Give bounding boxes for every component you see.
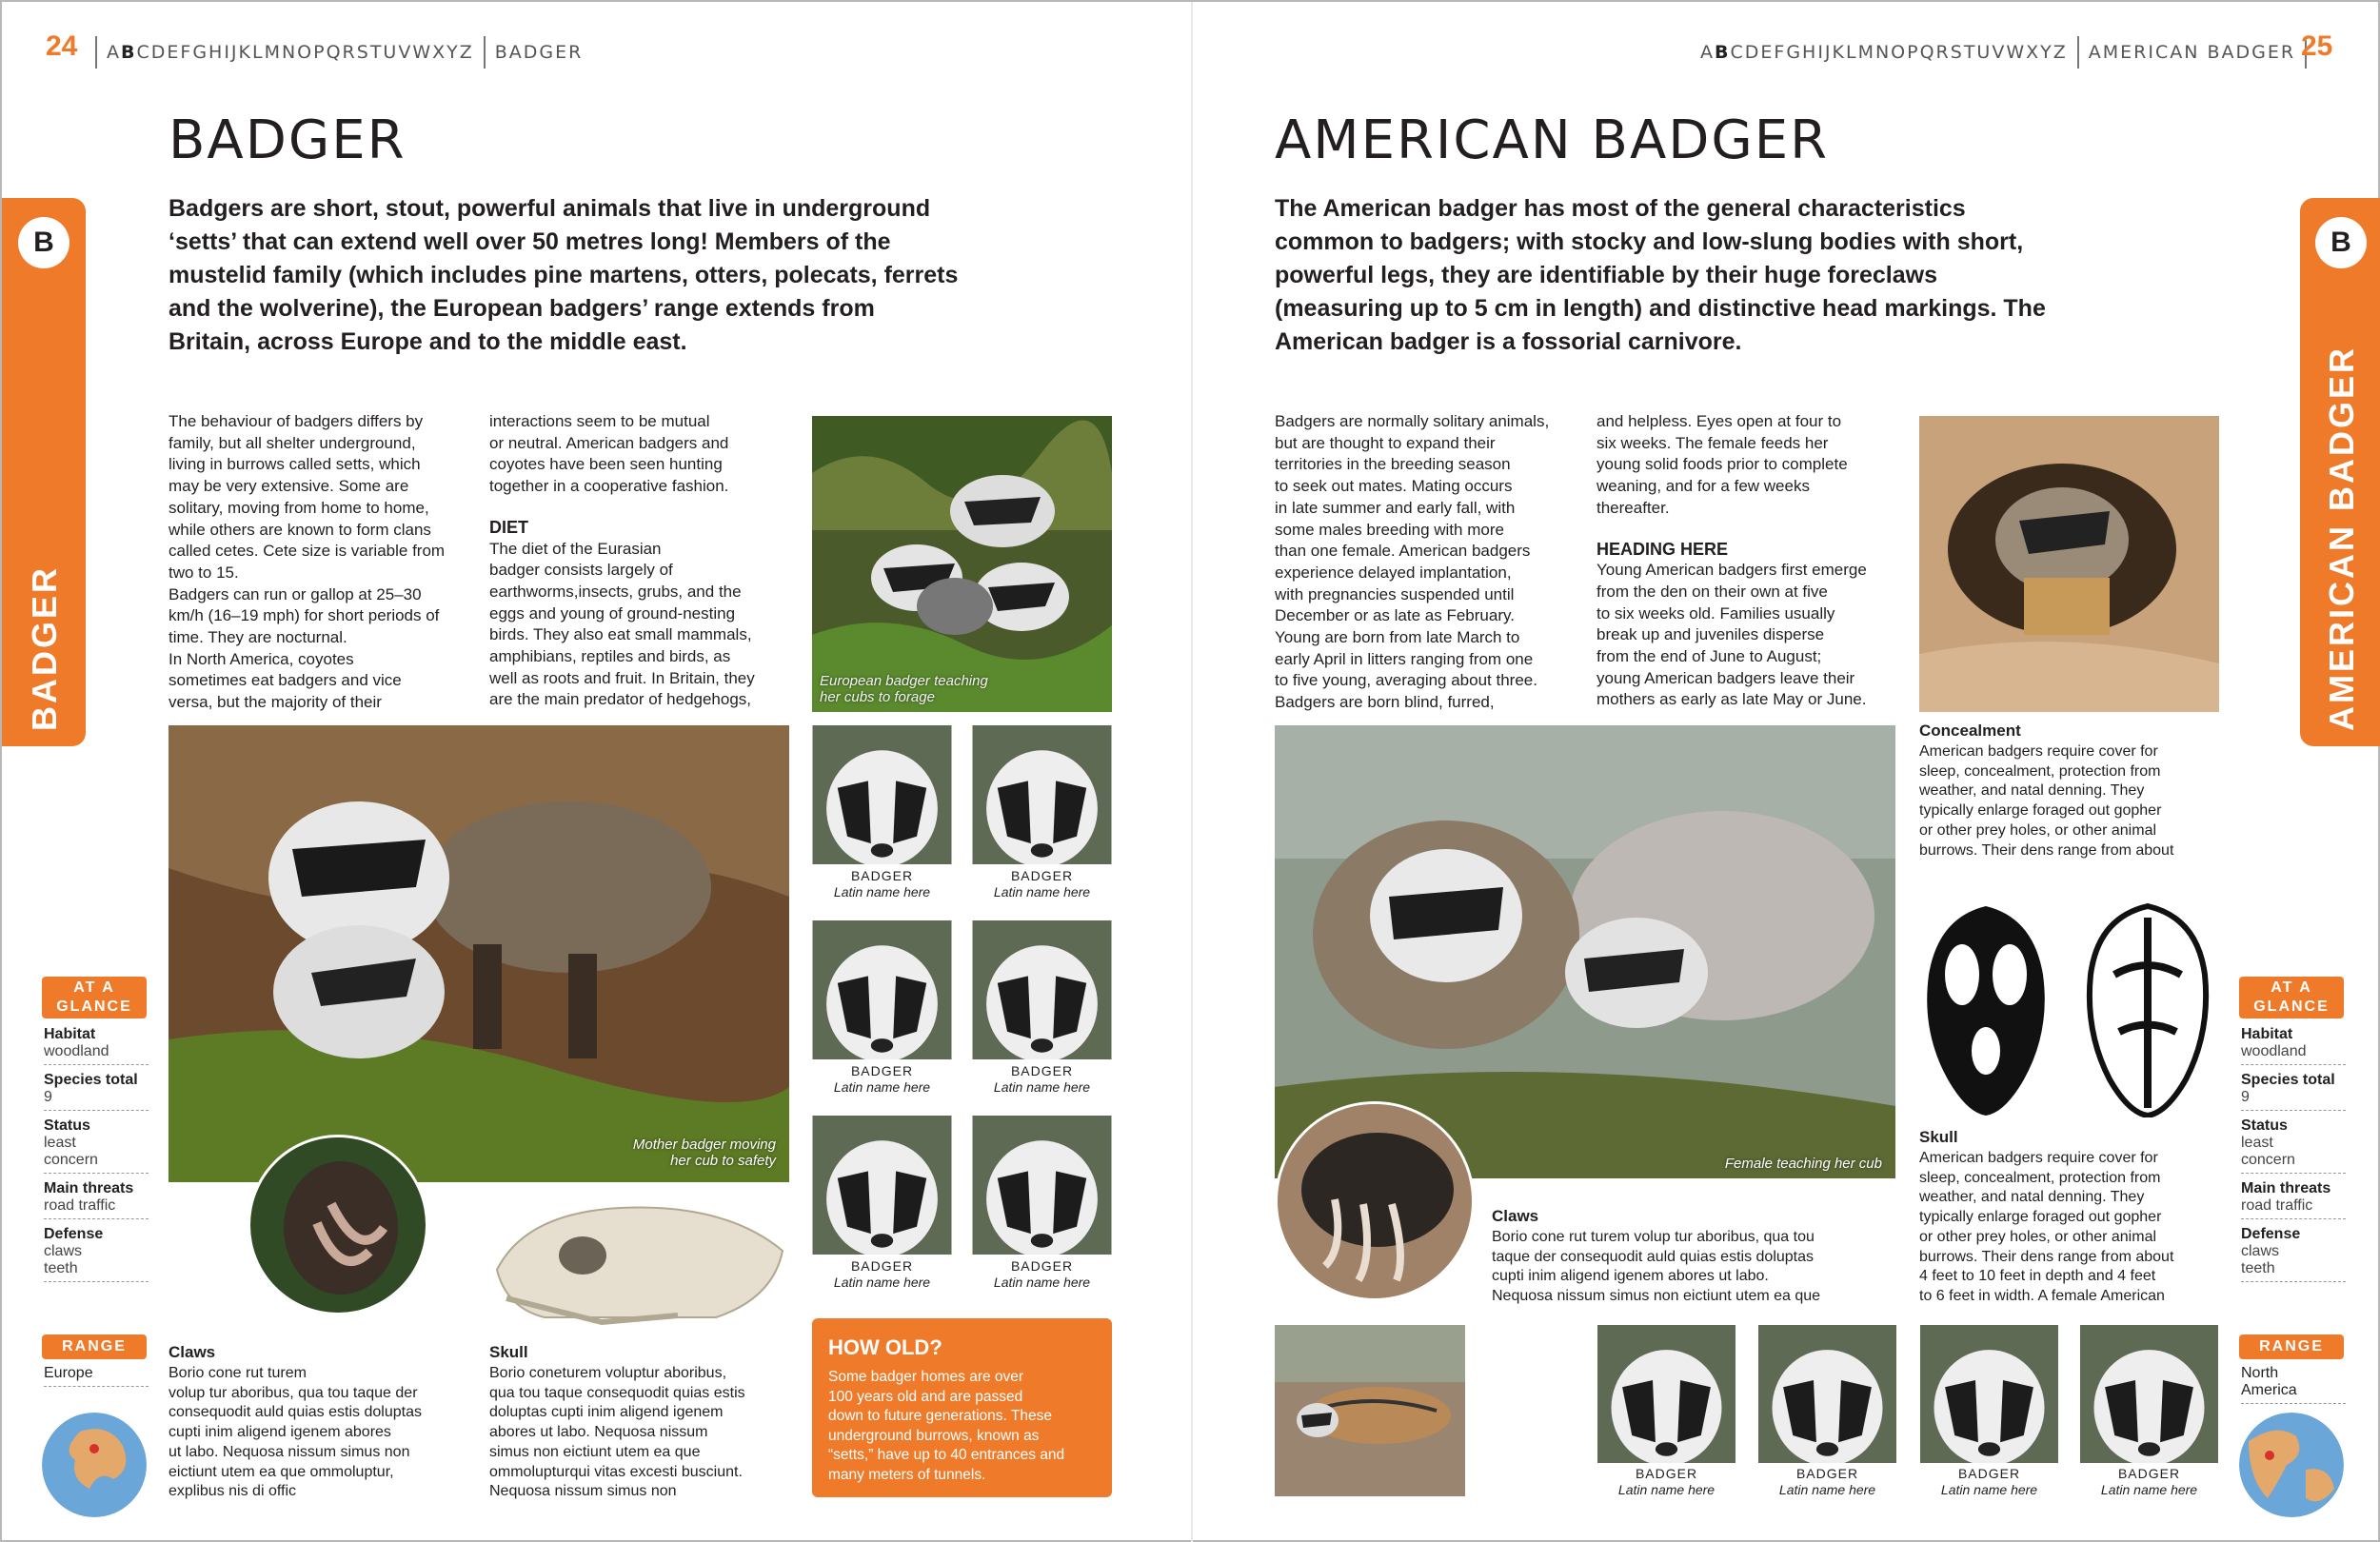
thumbnail-name: BADGER: [850, 1063, 914, 1078]
alphabet-before: A: [107, 42, 121, 63]
glance-key: Main threats: [44, 1180, 134, 1196]
thumbnail-photo: [812, 725, 952, 864]
photo-image: [250, 1137, 428, 1315]
thumbnail-latin-name: Latin name here: [2100, 1482, 2198, 1497]
running-head-title: BADGER: [494, 42, 584, 63]
caption-heading: Skull: [489, 1343, 528, 1361]
thumbnail-photo: [1757, 1325, 1897, 1463]
thumbnail-caption: [1919, 1466, 2059, 1498]
caption-heading: Claws: [1492, 1207, 1539, 1225]
thumbnail-name: BADGER: [1795, 1466, 1859, 1481]
running-head-left: [95, 36, 583, 69]
thumbnail-caption: [2079, 1466, 2219, 1498]
photo-image: [1919, 899, 2219, 1117]
page-number-left: 24: [46, 30, 78, 62]
thumbnail-name: BADGER: [1010, 1063, 1074, 1078]
at-a-glance-list-right: [2241, 1026, 2346, 1289]
caption-text: Borio cone rut turem volup tur aboribus, qua tou taque der consequodit auld quias estis doluptas cupti inim aligend igenem abores ut labo. Nequosa nissum simus non eictiunt utem ea que: [1492, 1228, 1821, 1305]
alphabet-after: CDEFGHIJKLMNOPQRSTUVWXYZ: [1730, 42, 2068, 63]
page-number-right: 25: [2301, 30, 2333, 62]
body-column-1-right: Badgers are normally solitary animals, but are thought to expand their territories in the breeding season to seek out mates. Mating occurs in late summer and early fall, with some males breeding with more than one female. American badgers experience delayed implantation, with pregnancies suspended until December or as late as February. Young are born from late March to early April in litters ranging from one to five young, averaging about three. Badgers are born blind, furred,: [1275, 412, 1550, 712]
glance-key: Species total: [44, 1072, 138, 1088]
glance-value: least concern: [44, 1135, 149, 1174]
range-value-left: Europe: [44, 1365, 149, 1387]
glance-key: Status: [2241, 1117, 2288, 1134]
body-column-1-left: The behaviour of badgers differs by family, but all shelter underground, living in burrows called setts, which may be very extensive. Some are solitary, moving from home to home, while others are known to form clans called cetes. Cete size is variable from two to 15. Badgers can run or gallop at 25–30 km/h (16–19 mph) for short periods of time. They are nocturnal. In North America, coyotes sometimes eat badgers and vice versa, but the majority of their: [169, 412, 446, 712]
photo-badger-den: [1919, 416, 2219, 712]
thumbnail-name: BADGER: [1010, 868, 1074, 883]
alphabet-after: CDEFGHIJKLMNOPQRSTUVWXYZ: [136, 42, 474, 63]
how-old-box: [812, 1318, 1112, 1497]
photo-skull: [487, 1194, 792, 1336]
caption-text: American badgers require cover for sleep, concealment, protection from weather, and natal denning. They typically enlarge foraged out gopher or other prey holes, or other animal burrows. Their dens range from about 4 feet to 10 feet in depth and 4 feet to 6 feet in width. A female American: [1919, 1149, 2174, 1305]
side-tab-left: [2, 198, 86, 746]
photo-image: [1919, 416, 2219, 712]
alphabet-before: A: [1700, 42, 1715, 63]
concealment-caption: [1919, 721, 2224, 860]
running-head-title: AMERICAN BADGER: [2088, 42, 2296, 63]
thumbnail-name: BADGER: [850, 1258, 914, 1274]
divider: [484, 36, 486, 69]
thumbnail-photo: [1919, 1325, 2059, 1463]
globe-icon: [2239, 1413, 2344, 1517]
glance-key: Main threats: [2241, 1180, 2331, 1196]
thumbnail-name: BADGER: [1957, 1466, 2021, 1481]
range-value-right: North America: [2241, 1365, 2346, 1404]
glance-value: 9: [2241, 1089, 2346, 1111]
caption-heading: Skull: [1919, 1128, 1958, 1146]
thumbnail-photo: [1597, 1325, 1736, 1463]
photo-image: [1597, 1325, 1736, 1463]
thumbnail-latin-name: Latin name here: [993, 1275, 1091, 1290]
thumbnail-photo: [812, 920, 952, 1059]
section-heading-diet: DIET: [489, 517, 529, 537]
body-column-2-left: [489, 411, 803, 711]
thumbnail-latin-name: Latin name here: [993, 884, 1091, 900]
page-title-left: BADGER: [169, 109, 407, 171]
glance-key: Status: [44, 1117, 90, 1134]
photo-image: [1757, 1325, 1897, 1463]
tab-vertical-label: AMERICAN BADGER: [2322, 346, 2361, 731]
glance-key: Species total: [2241, 1072, 2335, 1088]
caption-text: American badgers require cover for sleep, concealment, protection from weather, and natal denning. They typically enlarge foraged out gopher or other prey holes, or other animal burrows. Their dens range from about: [1919, 742, 2174, 859]
thumbnail-latin-name: Latin name here: [1778, 1482, 1876, 1497]
photo-badger-cubs-forage: [812, 416, 1112, 712]
photo-image: [487, 1194, 792, 1336]
alphabet-highlight: B: [121, 42, 137, 63]
thumbnail-photo: [972, 920, 1112, 1059]
photo-image: [1278, 1104, 1475, 1301]
photo-image: [812, 1116, 952, 1255]
page-title-right: AMERICAN BADGER: [1275, 109, 1830, 171]
glance-key: Defense: [44, 1226, 104, 1242]
photo-image: [972, 725, 1112, 864]
photo-claws-circle: [248, 1135, 428, 1315]
range-badge-left: RANGE: [42, 1334, 147, 1359]
glance-value: claws teeth: [2241, 1243, 2346, 1282]
body-column-2-right: [1597, 411, 1911, 711]
thumbnail-photo: [2079, 1325, 2219, 1463]
photo-image: [1275, 1325, 1465, 1496]
thumbnail-latin-name: Latin name here: [833, 1079, 931, 1095]
photo-caption: Mother badger moving her cub to safety: [632, 1137, 776, 1169]
photo-image: [972, 1116, 1112, 1255]
thumbnail-name: BADGER: [2117, 1466, 2181, 1481]
tab-letter-circle: B: [2315, 217, 2367, 268]
how-old-text: Some badger homes are over 100 years old and are passed down to future generations. These underground burrows, known as “setts,” have up to 40 entrances and many meters of tunnels.: [828, 1369, 1065, 1483]
photo-badger-walking: [1275, 1325, 1465, 1496]
body-text: The diet of the Eurasian badger consists largely of earthworms,insects, grubs, and the eggs and young of ground-nesting birds. They also eat small mammals, amphibians, reptiles and birds, as well as roots and fruit. In Britain, they are the main predator of hedgehogs,: [489, 539, 755, 709]
photo-image: [972, 920, 1112, 1059]
glance-value: woodland: [44, 1043, 149, 1065]
glance-value: woodland: [2241, 1043, 2346, 1065]
glance-value: least concern: [2241, 1135, 2346, 1174]
thumbnail-caption: [1597, 1466, 1736, 1498]
caption-text: Borio coneturem voluptur aboribus, qua tou taque consequodit quias estis doluptas cupti inim aligend igenem abores ut labo. Nequosa nissum simus non eictiunt utem ea que ommolupturqui vitas excesti busciunt. Nequosa nissum simus non: [489, 1364, 745, 1500]
skull-illustration: [1919, 899, 2219, 1117]
photo-caption: European badger teaching her cubs to forage: [820, 673, 988, 705]
photo-image: [1919, 1325, 2059, 1463]
thumbnail-name: BADGER: [850, 868, 914, 883]
glance-key: Habitat: [2241, 1026, 2293, 1042]
intro-paragraph-right: The American badger has most of the general characteristics common to badgers; with stocky and low-slung bodies with short, powerful legs, they are identifiable by their huge foreclaws (measuring up to 5 cm in length) and distinctive head markings. The American badger is a fossorial carnivore.: [1275, 195, 2046, 355]
skull-caption-right: [1919, 1127, 2224, 1307]
thumbnail-caption: [972, 868, 1112, 900]
photo-image: [2079, 1325, 2219, 1463]
at-a-glance-list-left: [44, 1026, 149, 1289]
alphabet-highlight: B: [1715, 42, 1731, 63]
at-a-glance-badge-right: AT A GLANCE: [2239, 977, 2344, 1018]
glance-key: Habitat: [44, 1026, 96, 1042]
thumbnail-caption: [812, 1063, 952, 1096]
photo-image: [169, 725, 789, 1182]
side-tab-right: [2300, 198, 2380, 746]
thumbnail-caption: [972, 1258, 1112, 1291]
tab-letter-circle: B: [18, 217, 69, 268]
range-badge-right: RANGE: [2239, 1334, 2344, 1359]
claws-caption-left: [169, 1342, 473, 1502]
thumbnail-name: BADGER: [1010, 1258, 1074, 1274]
thumbnail-caption: [1757, 1466, 1897, 1498]
thumbnail-caption: [812, 868, 952, 900]
thumbnail-latin-name: Latin name here: [993, 1079, 1091, 1095]
caption-text: Borio cone rut turem volup tur aboribus, qua tou taque der consequodit auld quias estis doluptas cupti inim aligend igenem abores ut labo. Nequosa nissum simus non eictiunt utem ea que ommoluptur, explibus nis di offic: [169, 1364, 422, 1500]
at-a-glance-badge-left: AT A GLANCE: [42, 977, 147, 1018]
body-text: Young American badgers first emerge from the den on their own at five to six weeks old. Families usually break up and juveniles disperse from the end of June to August; young American badgers leave their mothers as early as late May or June.: [1597, 561, 1867, 709]
thumbnail-latin-name: Latin name here: [1617, 1482, 1716, 1497]
globe-icon: [42, 1413, 147, 1517]
divider: [2077, 36, 2079, 69]
photo-mother-badger-cub: [169, 725, 789, 1182]
section-heading: HEADING HERE: [1597, 539, 1729, 559]
thumbnail-latin-name: Latin name here: [833, 1275, 931, 1290]
body-text: interactions seem to be mutual or neutral. American badgers and coyotes have been seen hunting together in a cooperative fashion.: [489, 412, 729, 496]
caption-heading: Claws: [169, 1343, 216, 1361]
thumbnail-latin-name: Latin name here: [833, 884, 931, 900]
glance-value: 9: [44, 1089, 149, 1111]
photo-caption: Female teaching her cub: [1724, 1156, 1882, 1172]
intro-paragraph-left: Badgers are short, stout, powerful animals that live in underground ‘setts’ that can extend well over 50 metres long! Members of the mustelid family (which includes pine martens, otters, polecats, ferrets and the wolverine), the European badgers’ range extends from Britain, across Europe and to the middle east.: [169, 195, 959, 355]
running-head-right: [1700, 36, 2316, 69]
thumbnail-caption: [972, 1063, 1112, 1096]
photo-image: [812, 416, 1112, 712]
skull-caption-left: [489, 1342, 799, 1502]
gutter: [1191, 2, 1193, 1542]
glance-key: Defense: [2241, 1226, 2301, 1242]
thumbnail-photo: [972, 725, 1112, 864]
thumbnail-photo: [812, 1116, 952, 1255]
claws-caption-right: [1492, 1206, 1892, 1307]
photo-image: [812, 920, 952, 1059]
thumbnail-caption: [812, 1258, 952, 1291]
glance-value: road traffic: [44, 1197, 149, 1219]
how-old-title: HOW OLD?: [828, 1335, 942, 1359]
glance-value: claws teeth: [44, 1243, 149, 1282]
divider: [95, 36, 97, 69]
glance-value: road traffic: [2241, 1197, 2346, 1219]
photo-claws-circle: [1275, 1101, 1475, 1301]
caption-heading: Concealment: [1919, 722, 2021, 740]
thumbnail-name: BADGER: [1635, 1466, 1698, 1481]
photo-image: [812, 725, 952, 864]
body-text: and helpless. Eyes open at four to six weeks. The female feeds her young solid foods prior to complete weaning, and for a few weeks thereafter.: [1597, 412, 1848, 517]
thumbnail-photo: [972, 1116, 1112, 1255]
thumbnail-latin-name: Latin name here: [1940, 1482, 2038, 1497]
tab-vertical-label: BADGER: [25, 564, 64, 731]
